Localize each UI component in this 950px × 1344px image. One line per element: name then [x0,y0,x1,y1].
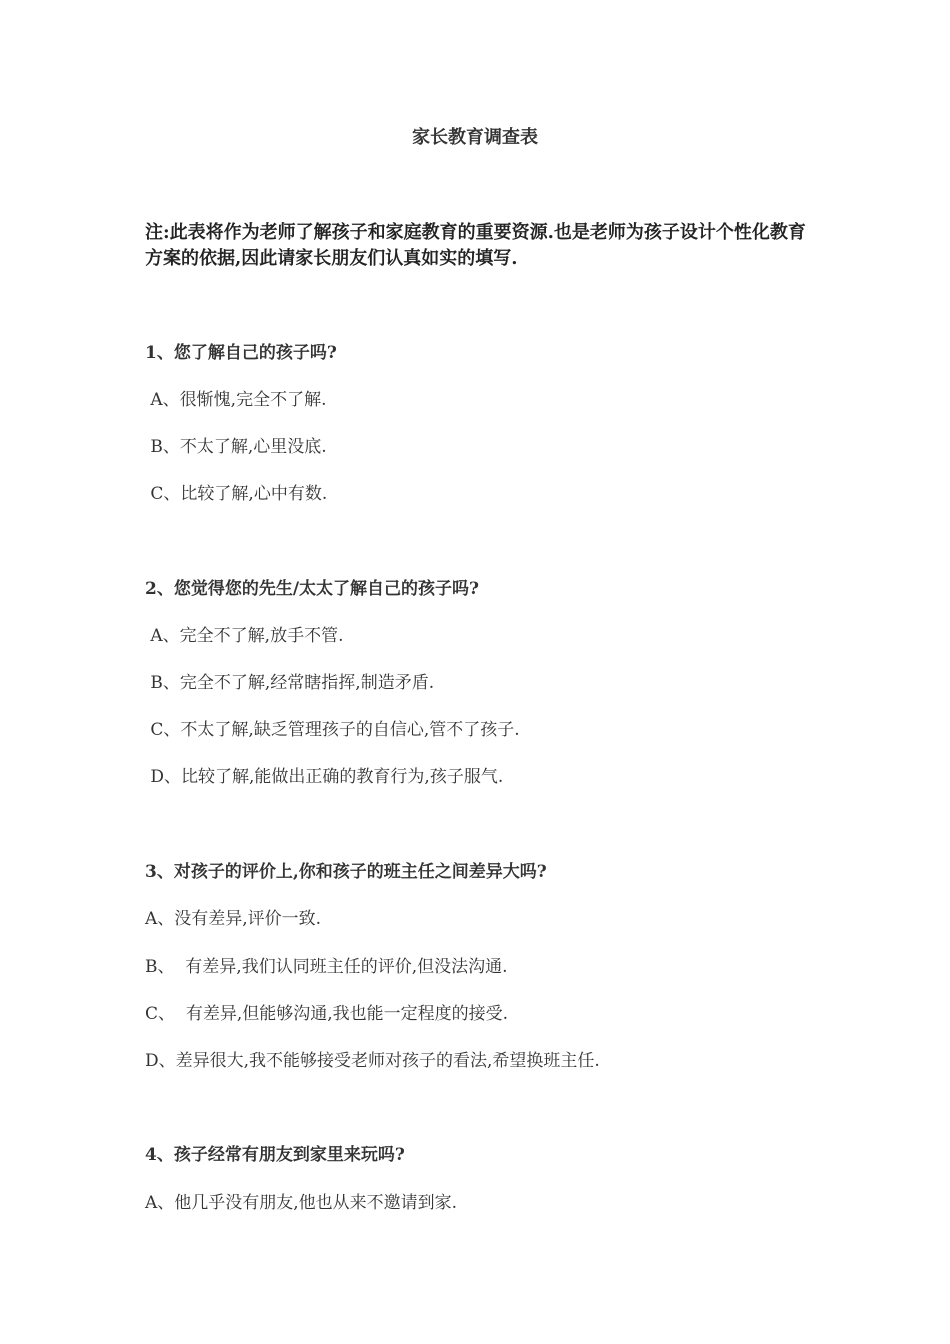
question-2-option-c: C、不太了解,缺乏管理孩子的自信心,管不了孩子. [145,720,520,740]
document-title: 家长教育调查表 [412,127,538,148]
instruction-note: 注:此表将作为老师了解孩子和家庭教育的重要资源.也是老师为孩子设计个性化教育方案的依据,因此请家长朋友们认真如实的填写. [145,222,806,269]
question-3-option-c: C、 有差异,但能够沟通,我也能一定程度的接受. [145,1004,509,1024]
question-3-option-a: A、没有差异,评价一致. [145,909,322,929]
question-2: 2、您觉得您的先生/太太了解自己的孩子吗? [145,579,479,599]
question-1-option-b: B、不太了解,心里没底. [145,437,327,457]
question-2-option-d: D、比较了解,能做出正确的教育行为,孩子服气. [145,767,504,787]
question-1: 1、您了解自己的孩子吗? [145,343,337,363]
question-3-option-d: D、差异很大,我不能够接受老师对孩子的看法,希望换班主任. [145,1051,600,1071]
question-4-option-a: A、他几乎没有朋友,他也从来不邀请到家. [145,1193,458,1213]
question-4: 4、孩子经常有朋友到家里来玩吗? [145,1145,405,1165]
question-1-option-a: A、很惭愧,完全不了解. [145,390,327,410]
question-2-option-a: A、完全不了解,放手不管. [145,626,344,646]
question-3-option-b: B、 有差异,我们认同班主任的评价,但没法沟通. [145,957,508,977]
question-1-option-c: C、比较了解,心中有数. [145,484,328,504]
question-3: 3、对孩子的评价上,你和孩子的班主任之间差异大吗? [145,862,547,882]
question-2-option-b: B、完全不了解,经常瞎指挥,制造矛盾. [145,673,435,693]
